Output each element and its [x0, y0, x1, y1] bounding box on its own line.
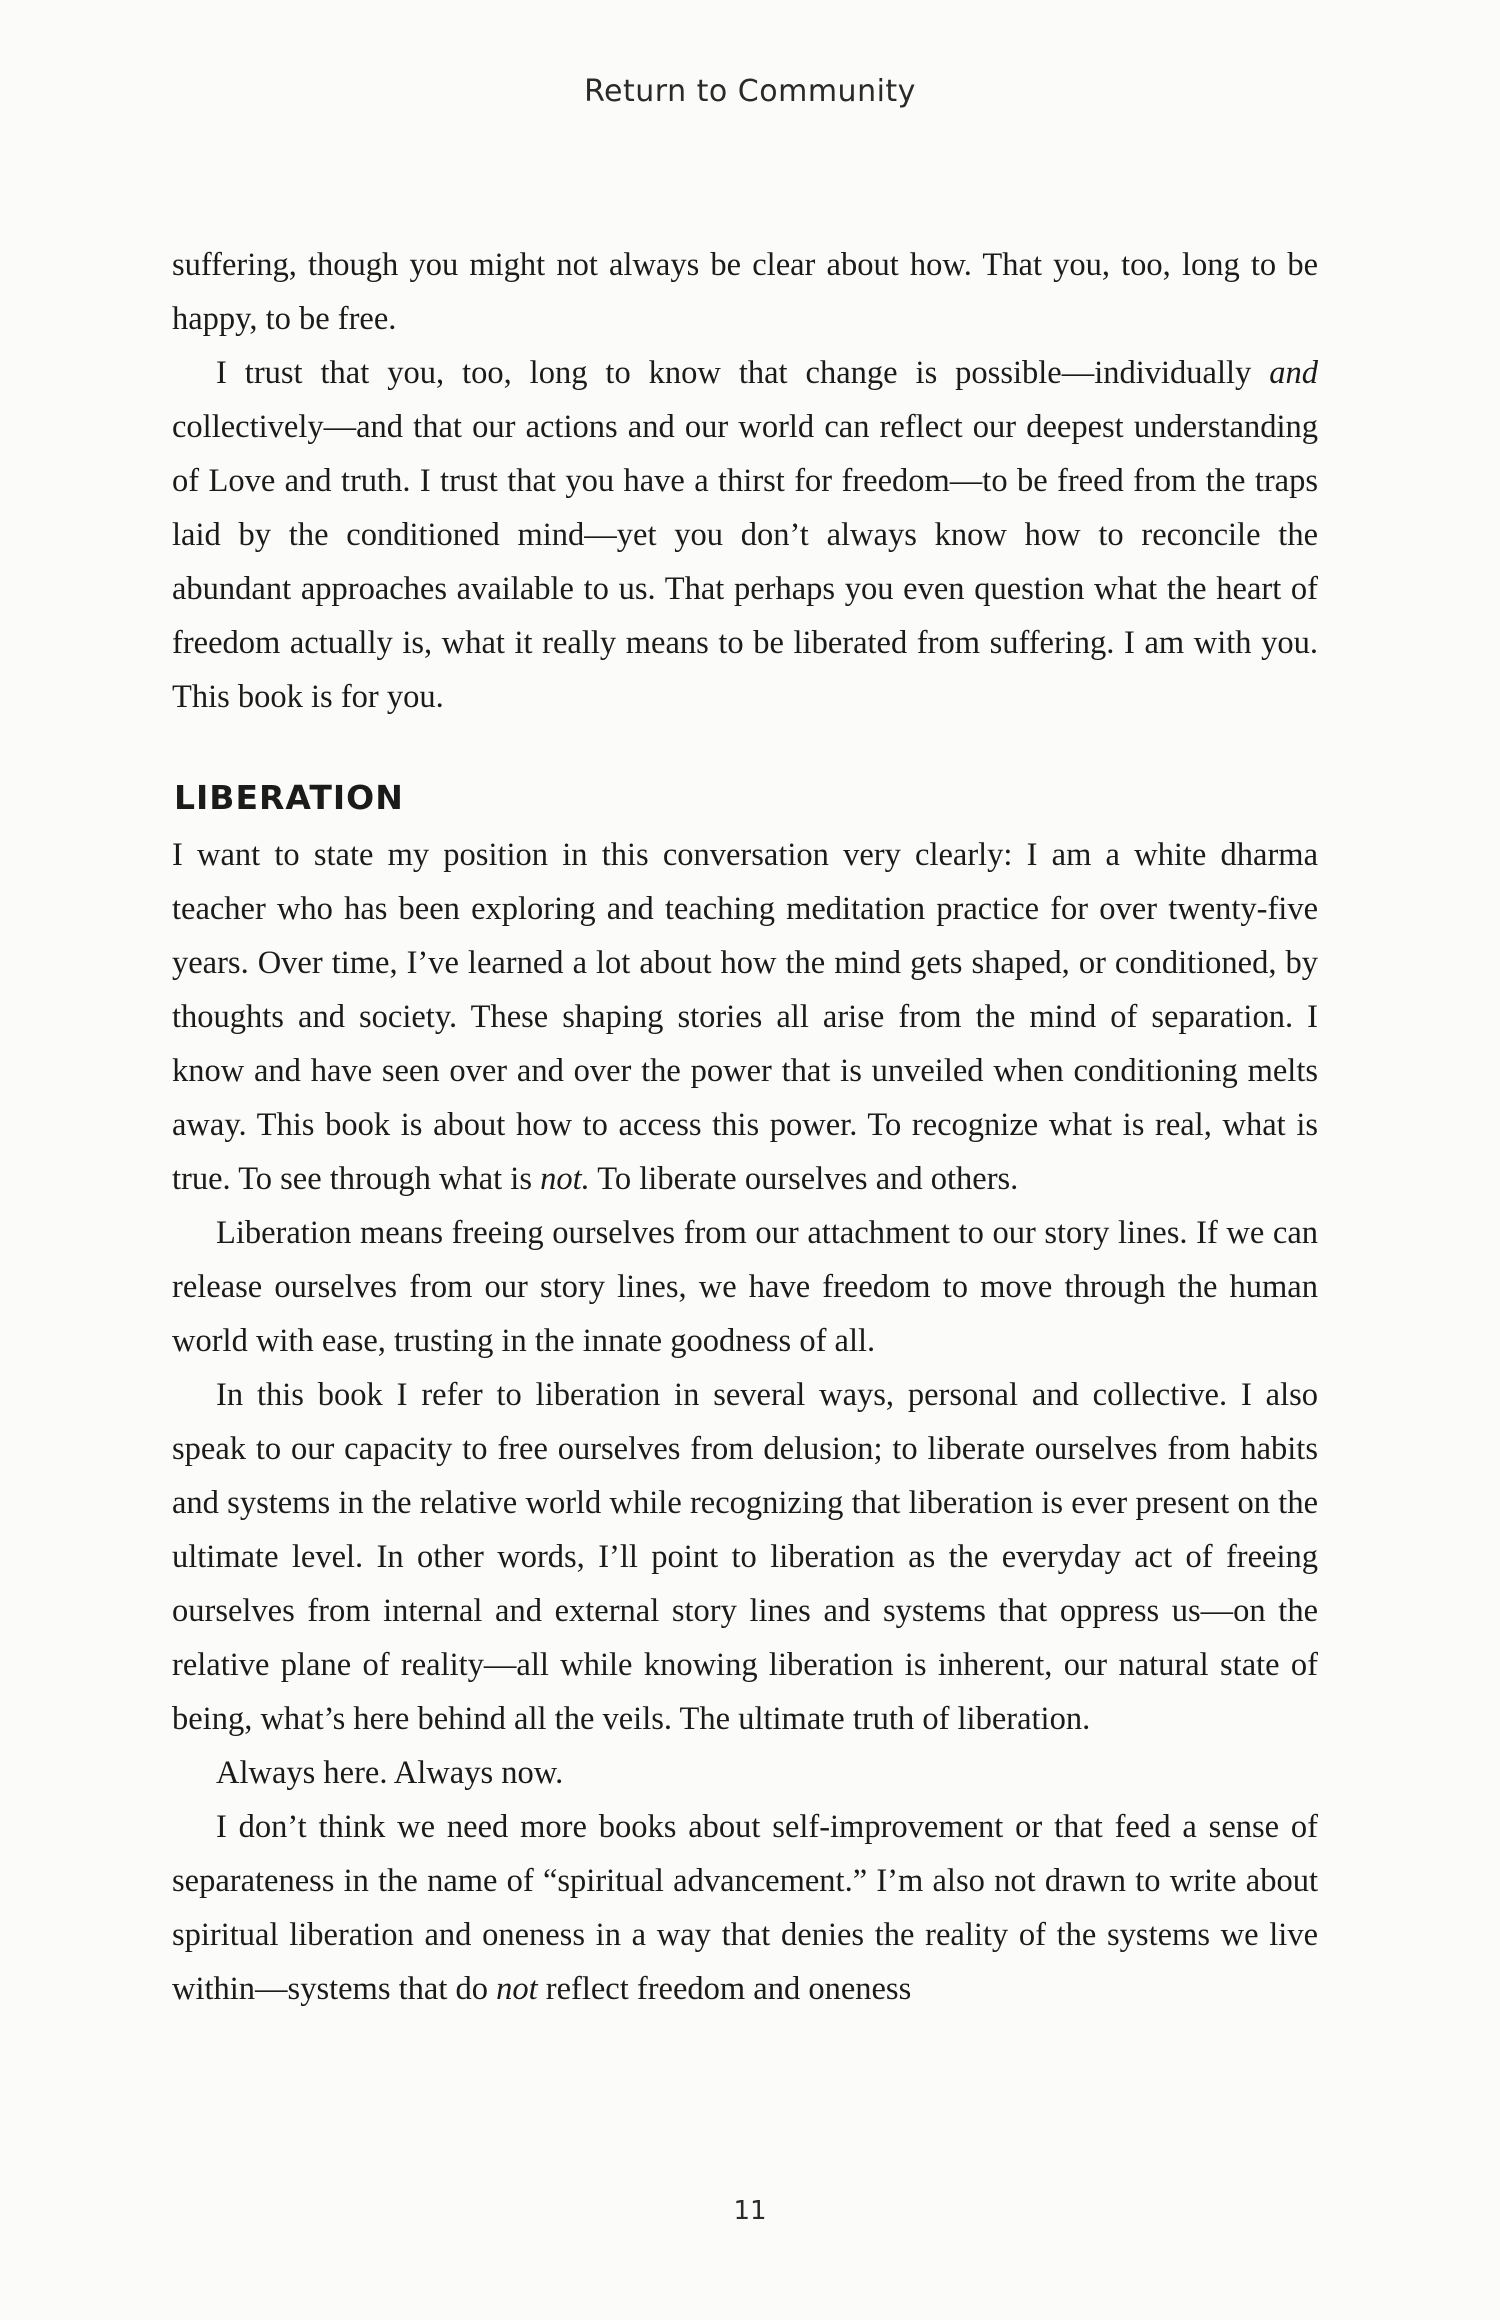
- always-paragraph: Always here. Always now.: [216, 1755, 564, 1791]
- books-paragraph: [172, 1800, 1318, 2016]
- books-paragraph-text-2: reflect freedom and oneness: [537, 1971, 912, 2007]
- trust-paragraph: [172, 346, 1318, 724]
- books-paragraph-text-1: I don’t think we need more books about self-improvement or that feed a sense of separateness in the name of “spiritual advancement.” I’m also not drawn to write about spiritual liberation and oneness in a way that denies the reality of the systems we live within—systems that do: [172, 1809, 1318, 2007]
- position-paragraph-text-2: To liberate ourselves and others.: [589, 1161, 1019, 1197]
- position-paragraph: [172, 828, 1318, 1206]
- trust-paragraph-emphasis: and: [1269, 355, 1318, 391]
- trust-paragraph-text-2: collectively—and that our actions and our world can reflect our deepest understanding of Love and truth. I trust that you have a thirst for freedom—to be freed from the traps laid by the conditioned mind—yet you don’t always know how to reconcile the abundant approaches available to us. That perhaps you even question what the heart of freedom actually is, what it really means to be liberated from suffering. I am with you. This book is for you.: [172, 409, 1318, 715]
- position-paragraph-text-1: I want to state my position in this conversation very clearly: I am a white dharma teacher who has been exploring and teaching meditation practice for over twenty-five years. Over time, I’ve learned a lot about how the mind gets shaped, or conditioned, by thoughts and society. These shaping stories all arise from the mind of separation. I know and have seen over and over the power that is unveiled when conditioning melts away. This book is about how to access this power. To recognize what is real, what is true. To see through what is: [172, 837, 1318, 1197]
- continued-paragraph: [172, 238, 1318, 346]
- running-head: Return to Community: [584, 74, 916, 109]
- trust-paragraph-text-1: I trust that you, too, long to know that change is possible—individually: [216, 355, 1270, 391]
- opening-text-block: [172, 238, 1318, 724]
- refer-paragraph: In this book I refer to liberation in several ways, personal and collective. I also speak to our capacity to free ourselves from delusion; to liberate ourselves from habits and systems in the relative world while recognizing that liberation is ever present on the ultimate level. In other words, I’ll point to liberation as the everyday act of freeing ourselves from internal and external story lines and systems that oppress us—on the relative plane of reality—all while knowing liberation is inherent, our natural state of being, what’s here behind all the veils. The ultimate truth of liberation.: [172, 1377, 1318, 1737]
- page-number: 11: [733, 2196, 767, 2226]
- liberation-text-block: [172, 828, 1318, 2016]
- position-paragraph-emphasis: not.: [540, 1161, 590, 1197]
- liberation-means-paragraph: Liberation means freeing ourselves from our attachment to our story lines. If we can release ourselves from our story lines, we have freedom to move through the human world with ease, trusting in the innate goodness of all.: [172, 1215, 1318, 1359]
- books-paragraph-emphasis: not: [496, 1971, 538, 2007]
- continued-paragraph-text: suffering, though you might not always be clear about how. That you, too, long to be happy, to be free.: [172, 247, 1318, 337]
- section-heading-liberation: LIBERATION: [174, 778, 404, 817]
